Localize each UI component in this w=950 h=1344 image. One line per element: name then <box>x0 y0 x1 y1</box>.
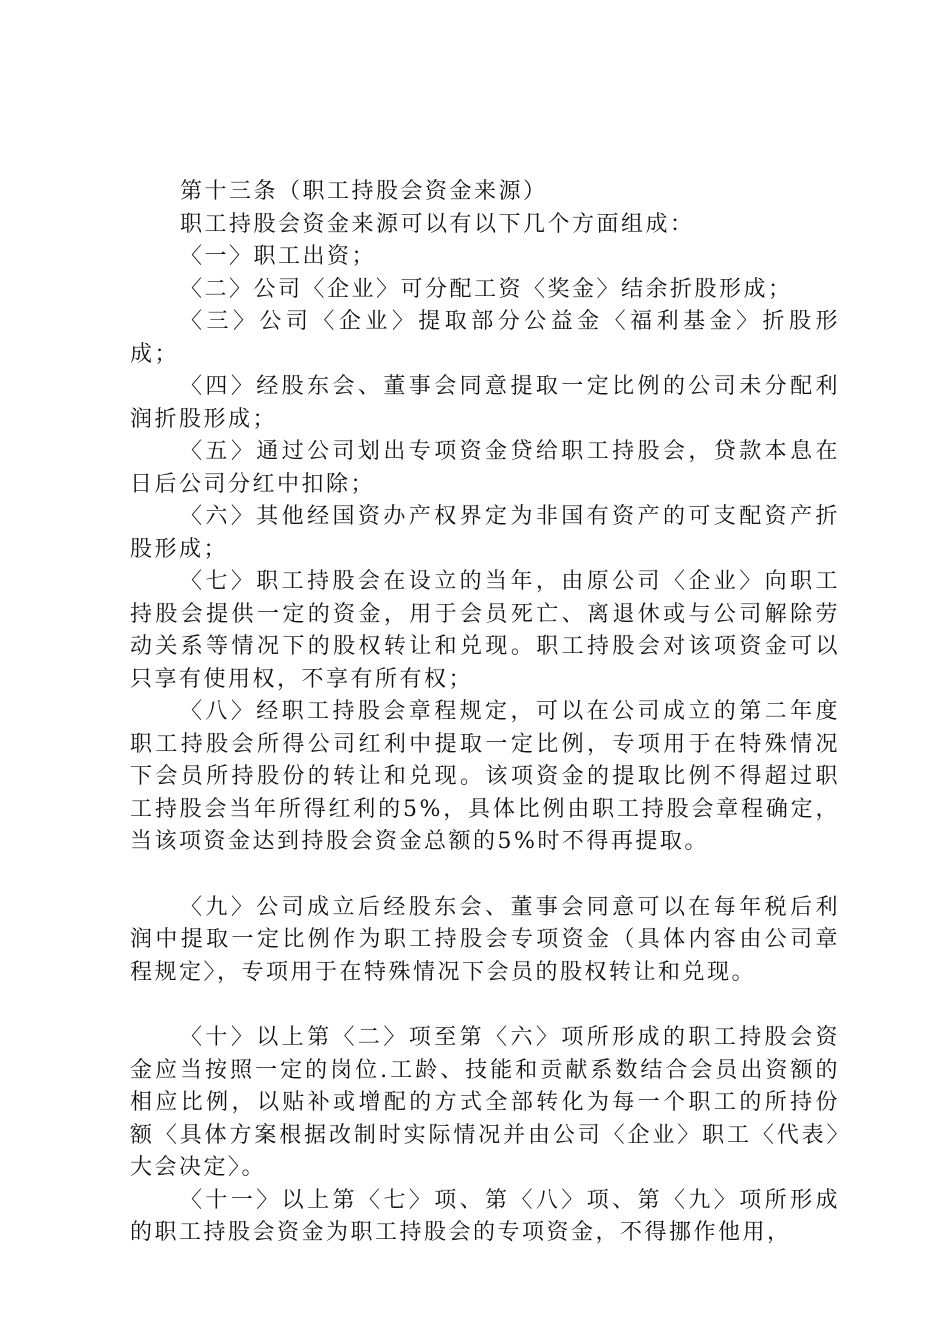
item-4: 〈四〉经股东会、董事会同意提取一定比例的公司未分配利润折股形成； <box>130 374 840 432</box>
document-body <box>130 176 840 1250</box>
item-8: 〈八〉经职工持股会章程规定，可以在公司成立的第二年度职工持股会所得公司红利中提取一定比例，专项用于在特殊情况下会员所持股份的转让和兑现。该项资金的提取比例不得超过职工持股会当年所得红利的5%，具体比例由职工持股会章程确定，当该项资金达到持股会资金总额的5%时不得再提取。 <box>130 699 840 854</box>
article-heading: 第十三条（职工持股会资金来源） <box>180 179 548 204</box>
item-9: 〈九〉公司成立后经股东会、董事会同意可以在每年税后利润中提取一定比例作为职工持股会专项资金（具体内容由公司章程规定〉，专项用于在特殊情况下会员的股权转让和兑现。 <box>130 894 840 985</box>
item-2: 〈二〉公司〈企业〉可分配工资〈奖金〉结余折股形成； <box>180 276 793 302</box>
article-intro: 职工持股会资金来源可以有以下几个方面组成： <box>180 211 695 237</box>
item-7: 〈七〉职工持股会在设立的当年，由原公司〈企业〉向职工持股会提供一定的资金，用于会员死亡、离退休或与公司解除劳动关系等情况下的股权转让和兑现。职工持股会对该项资金可以只享有使用权，不享有所有权； <box>130 569 840 692</box>
item-5: 〈五〉通过公司划出专项资金贷给职工持股会，贷款本息在日后公司分红中扣除； <box>130 439 840 497</box>
item-11: 〈十一〉以上第〈七〉项、第〈八〉项、第〈九〉项所形成的职工持股会资金为职工持股会的专项资金，不得挪作他用， <box>130 1187 840 1245</box>
item-6: 〈六〉其他经国资办产权界定为非国有资产的可支配资产折股形成； <box>130 504 840 562</box>
item-10: 〈十〉以上第〈二〉项至第〈六〉项所形成的职工持股会资金应当按照一定的岗位.工龄、技能和贡献系数结合会员出资额的相应比例，以贴补或增配的方式全部转化为每一个职工的所持份额〈具体方案根据改制时实际情况并由公司〈企业〉职工〈代表〉大会决定〉。 <box>130 1025 840 1180</box>
item-3: 〈三〉公司〈企业〉提取部分公益金〈福利基金〉折股形成； <box>130 309 840 367</box>
item-1: 〈一〉职工出资； <box>180 244 377 269</box>
